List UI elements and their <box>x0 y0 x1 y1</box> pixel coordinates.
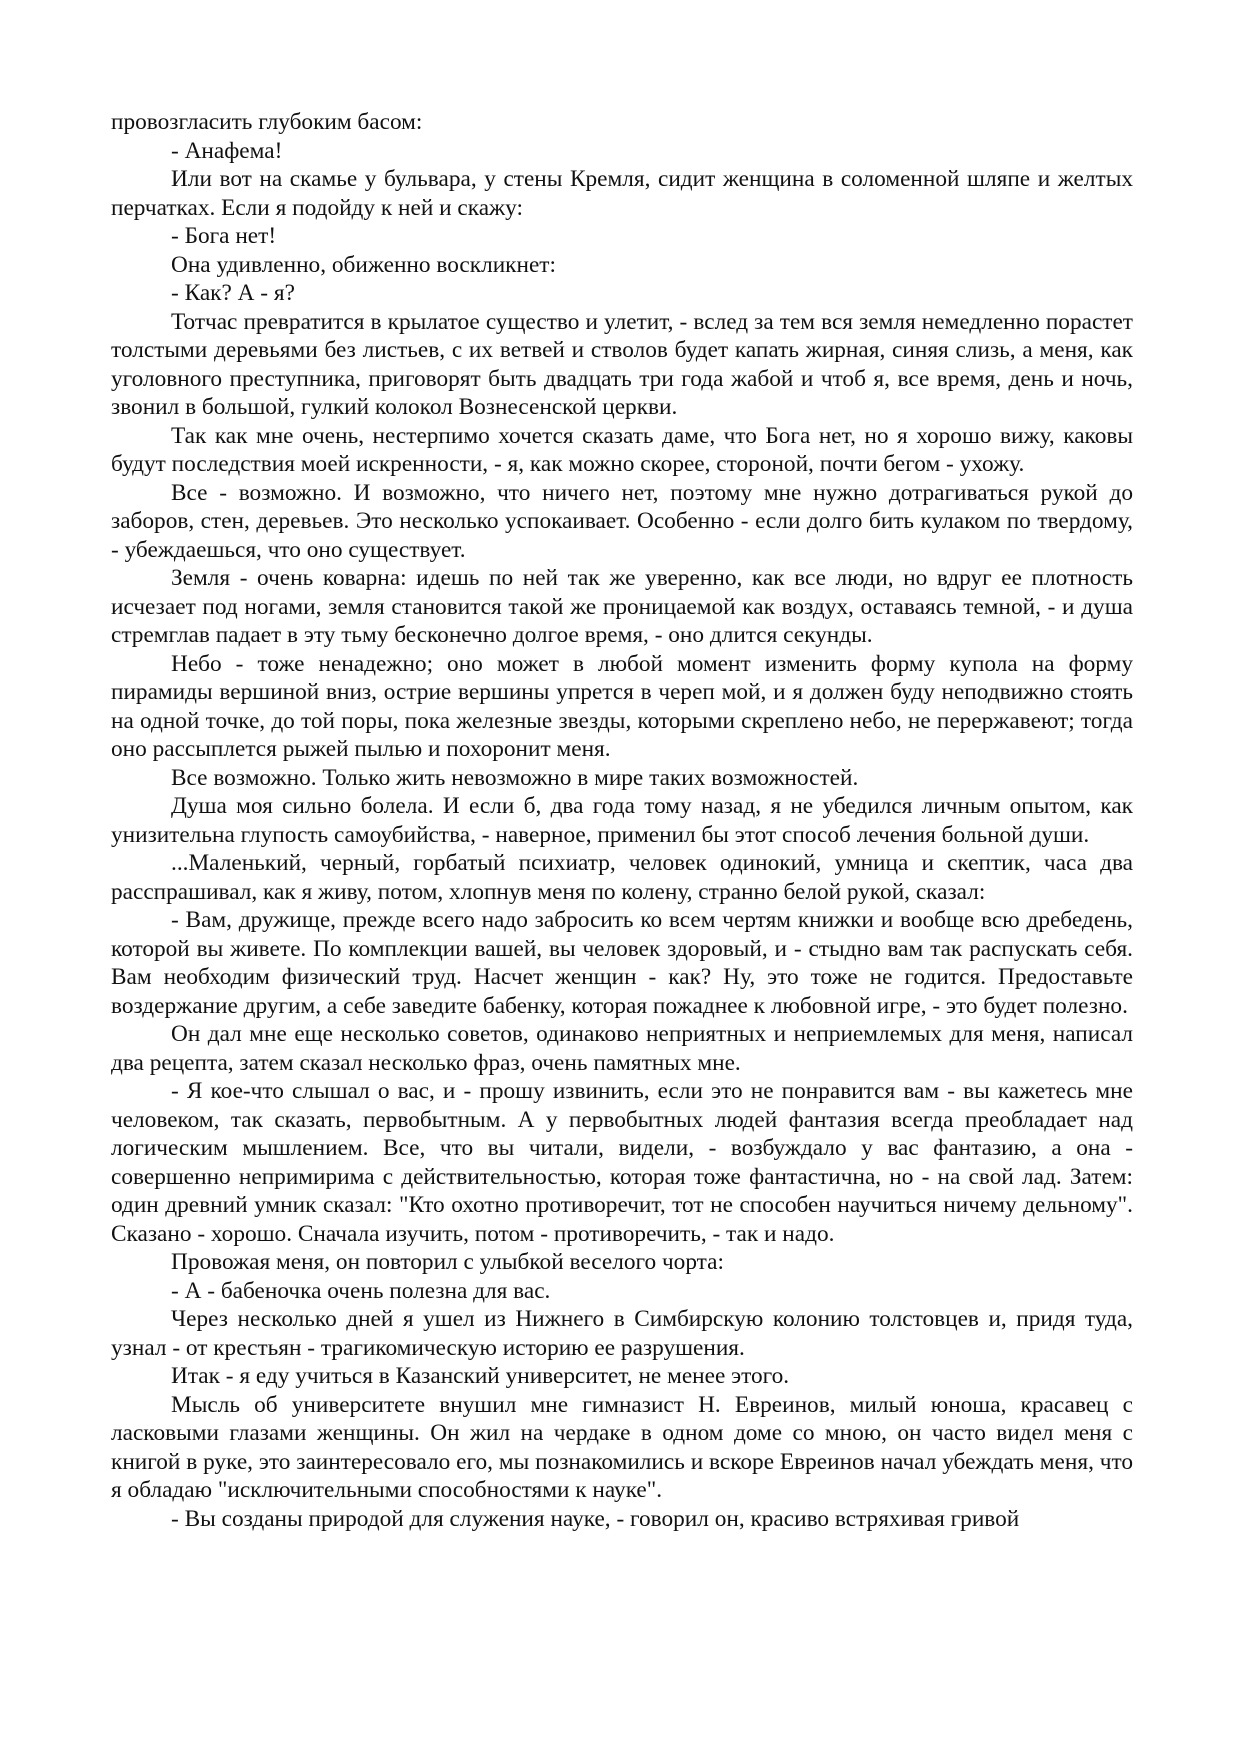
paragraph: Все - возможно. И возможно, что ничего нет, поэтому мне нужно дотрагиваться рукой до заборов, стен, деревьев. Это несколько успокаивает. Особенно - если долго бить кулаком по твердому, - убеждаешься, что оно существует. <box>111 479 1133 563</box>
paragraph: - Анафема! <box>171 137 283 164</box>
paragraph: - Вам, дружище, прежде всего надо забросить ко всем чертям книжки и вообще всю дребедень, которой вы живете. По комплекции вашей, вы человек здоровый, и - стыдно вам так распускать себя. Вам необходим физический труд. Насчет женщин - как? Ну, это тоже не годится. Предоставьте воздержание другим, а себе заведите бабенку, которая пожаднее к любовной игре, - это будет полезно. <box>111 907 1133 1019</box>
paragraph: провозгласить глубоким басом: <box>111 109 423 135</box>
paragraph: Он дал мне еще несколько советов, одинаково неприятных и неприемлемых для меня, написал два рецепта, затем сказал несколько фраз, очень памятных мне. <box>111 1021 1133 1076</box>
paragraph: Тотчас превратится в крылатое существо и улетит, - вслед за тем вся земля немедленно порастет толстыми деревьями без листьев, с их ветвей и стволов будет капать жирная, синяя слизь, а меня, как уголовного преступника, приговорят быть двадцать три года жабой и чтоб я, все время, день и ночь, звонил в большой, гулкий колокол Вознесенской церкви. <box>111 308 1133 420</box>
paragraph: Так как мне очень, нестерпимо хочется сказать даме, что Бога нет, но я хорошо вижу, каковы будут последствия моей искренности, - я, как можно скорее, стороной, почти бегом - ухожу. <box>111 422 1133 477</box>
paragraph: - Как? А - я? <box>171 280 295 306</box>
paragraph: Душа моя сильно болела. И если б, два года тому назад, я не убедился личным опытом, как унизительна глупость самоубийства, - наверное, применил бы этот способ лечения больной души. <box>111 793 1133 848</box>
paragraph: ...Маленький, черный, горбатый психиатр, человек одинокий, умница и скептик, часа два расспрашивал, как я живу, потом, хлопнув меня по колену, странно белой рукой, сказал: <box>111 850 1133 905</box>
paragraph: Небо - тоже ненадежно; оно может в любой момент изменить форму купола на форму пирамиды вершиной вниз, острие вершины упрется в череп мой, и я должен буду неподвижно стоять на одной точке, до той поры, пока железные звезды, которыми скреплено небо, не перержавеют; тогда оно рассыплется рыжей пылью и похоронит меня. <box>111 650 1133 762</box>
paragraph: - Бога нет! <box>171 223 277 249</box>
paragraph: Или вот на скамье у бульвара, у стены Кремля, сидит женщина в соломенной шляпе и желтых перчатках. Если я подойду к ней и скажу: <box>111 166 1133 221</box>
paragraph: Провожая меня, он повторил с улыбкой веселого чорта: <box>171 1249 724 1275</box>
paragraph: - Я кое-что слышал о вас, и - прошу извинить, если это не понравится вам - вы кажетесь мне человеком, так сказать, первобытным. А у первобытных людей фантазия всегда преобладает над логическим мышлением. Все, что вы читали, видели, - возбуждало у вас фантазию, а она - совершенно непримирима с действительностью, которая тоже фантастична, но - на свой лад. Затем: один древний умник сказал: "Кто охотно противоречит, тот не способен научиться ничему дельному". Сказано - хорошо. Сначала изучить, потом - противоречить, - так и надо. <box>111 1078 1133 1247</box>
paragraph: Через несколько дней я ушел из Нижнего в Симбирскую колонию толстовцев и, придя туда, узнал - от крестьян - трагикомическую историю ее разрушения. <box>111 1306 1133 1361</box>
paragraph: Все возможно. Только жить невозможно в мире таких возможностей. <box>171 764 859 791</box>
paragraph: Мысль об университете внушил мне гимназист Н. Евреинов, милый юноша, красавец с ласковыми глазами женщины. Он жил на чердаке в одном доме со мною, он часто видел меня с книгой в руке, это заинтересовало его, мы познакомились и вскоре Евреинов начал убеждать меня, что я обладаю "исключительными способностями к науке". <box>111 1391 1133 1503</box>
paragraph: - А - бабеночка очень полезна для вас. <box>171 1277 551 1304</box>
document-page <box>111 108 1133 1533</box>
paragraph: - Вы созданы природой для служения науке, - говорил он, красиво встряхивая гривой <box>171 1505 1020 1532</box>
paragraph: Итак - я еду учиться в Казанский университет, не менее этого. <box>171 1363 790 1389</box>
paragraph: Она удивленно, обиженно воскликнет: <box>171 251 556 278</box>
paragraph: Земля - очень коварна: идешь по ней так же уверенно, как все люди, но вдруг ее плотность исчезает под ногами, земля становится такой же проницаемой как воздух, оставаясь темной, - и душа стремглав падает в эту тьму бесконечно долгое время, - оно длится секунды. <box>111 565 1133 648</box>
